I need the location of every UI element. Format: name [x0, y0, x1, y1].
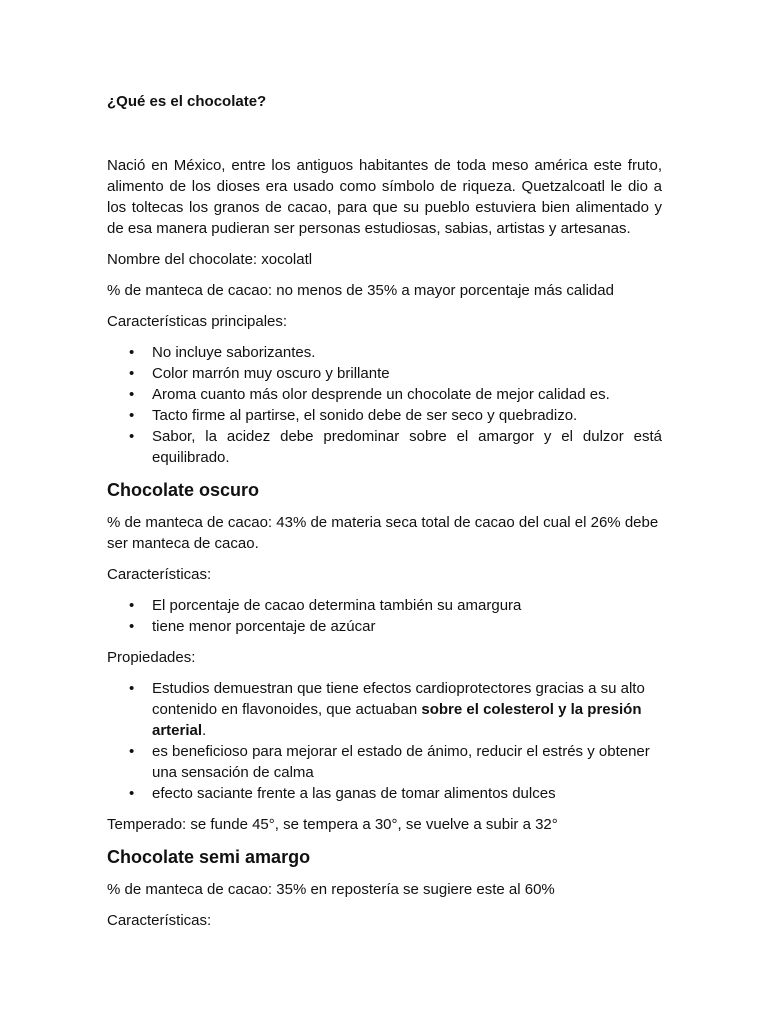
list-item	[107, 426, 662, 468]
tempering-line: Temperado: se funde 45°, se tempera a 30°, se vuelve a subir a 32°	[107, 816, 558, 833]
list-item	[107, 405, 662, 426]
dark-properties-heading: Propiedades:	[107, 649, 196, 666]
section-heading-semi-bitter: Chocolate semi amargo	[107, 847, 311, 867]
list-item	[107, 741, 662, 783]
bullet-icon: •	[129, 365, 135, 382]
list-item-text: Color marrón muy oscuro y brillante	[152, 365, 390, 382]
semi-characteristics-heading: Características:	[107, 912, 212, 929]
bullet-icon: •	[129, 785, 135, 802]
document-body	[107, 91, 662, 941]
list-item	[107, 783, 662, 804]
dark-characteristics-list	[107, 595, 662, 637]
list-item-text: Aroma cuanto más olor desprende un chocolate de mejor calidad es.	[152, 386, 610, 403]
bullet-icon: •	[129, 386, 135, 403]
list-item	[107, 678, 662, 741]
list-item	[107, 616, 662, 637]
chocolate-name-line: Nombre del chocolate: xocolatl	[107, 251, 313, 268]
list-item-text: El porcentaje de cacao determina también su amargura	[152, 597, 522, 614]
main-characteristics-heading: Características principales:	[107, 313, 288, 330]
list-item	[107, 384, 662, 405]
dark-properties-list	[107, 678, 662, 804]
bullet-icon: •	[129, 428, 135, 445]
semi-cocoa-butter-line: % de manteca de cacao: 35% en repostería se sugiere este al 60%	[107, 881, 555, 898]
list-item-text: No incluye saborizantes.	[152, 344, 316, 361]
list-item-text: Estudios demuestran que tiene efectos cardioprotectores gracias a su alto contenido en flavonoides, que actuaban	[152, 680, 645, 718]
list-item	[107, 595, 662, 616]
list-item-text: tiene menor porcentaje de azúcar	[152, 618, 376, 635]
list-item	[107, 363, 662, 384]
main-characteristics-list	[107, 342, 662, 468]
list-item-text: es beneficioso para mejorar el estado de ánimo, reducir el estrés y obtener una sensación de calma	[152, 743, 650, 781]
list-item-text-end: .	[202, 722, 207, 739]
bullet-icon: •	[129, 618, 135, 635]
bullet-icon: •	[129, 680, 135, 697]
list-item	[107, 342, 662, 363]
bold-text: sobre el colesterol y la presión arterial	[152, 701, 642, 739]
list-item-text: efecto saciante frente a las ganas de tomar alimentos dulces	[152, 785, 556, 802]
intro-paragraph: Nació en México, entre los antiguos habitantes de toda meso américa este fruto, alimento de los dioses era usado como símbolo de riqueza. Quetzalcoatl le dio a los toltecas los granos de cacao, para que su pueblo estuviera bien alimentado y de esa manera pudieran ser personas estudiosas, sabias, artistas y artesanas.	[107, 157, 662, 237]
bullet-icon: •	[129, 344, 135, 361]
bullet-icon: •	[129, 407, 135, 424]
list-item-text: Sabor, la acidez debe predominar sobre el amargor y el dulzor está equilibrado.	[152, 428, 662, 466]
section-heading-dark: Chocolate oscuro	[107, 480, 260, 500]
dark-cocoa-butter-line: % de manteca de cacao: 43% de materia seca total de cacao del cual el 26% debe ser manteca de cacao.	[107, 514, 659, 552]
bullet-icon: •	[129, 743, 135, 760]
list-item-text: Tacto firme al partirse, el sonido debe de ser seco y quebradizo.	[152, 407, 578, 424]
document-title: ¿Qué es el chocolate?	[107, 93, 267, 110]
cocoa-butter-line: % de manteca de cacao: no menos de 35% a mayor porcentaje más calidad	[107, 282, 614, 299]
bullet-icon: •	[129, 597, 135, 614]
dark-characteristics-heading: Características:	[107, 566, 212, 583]
